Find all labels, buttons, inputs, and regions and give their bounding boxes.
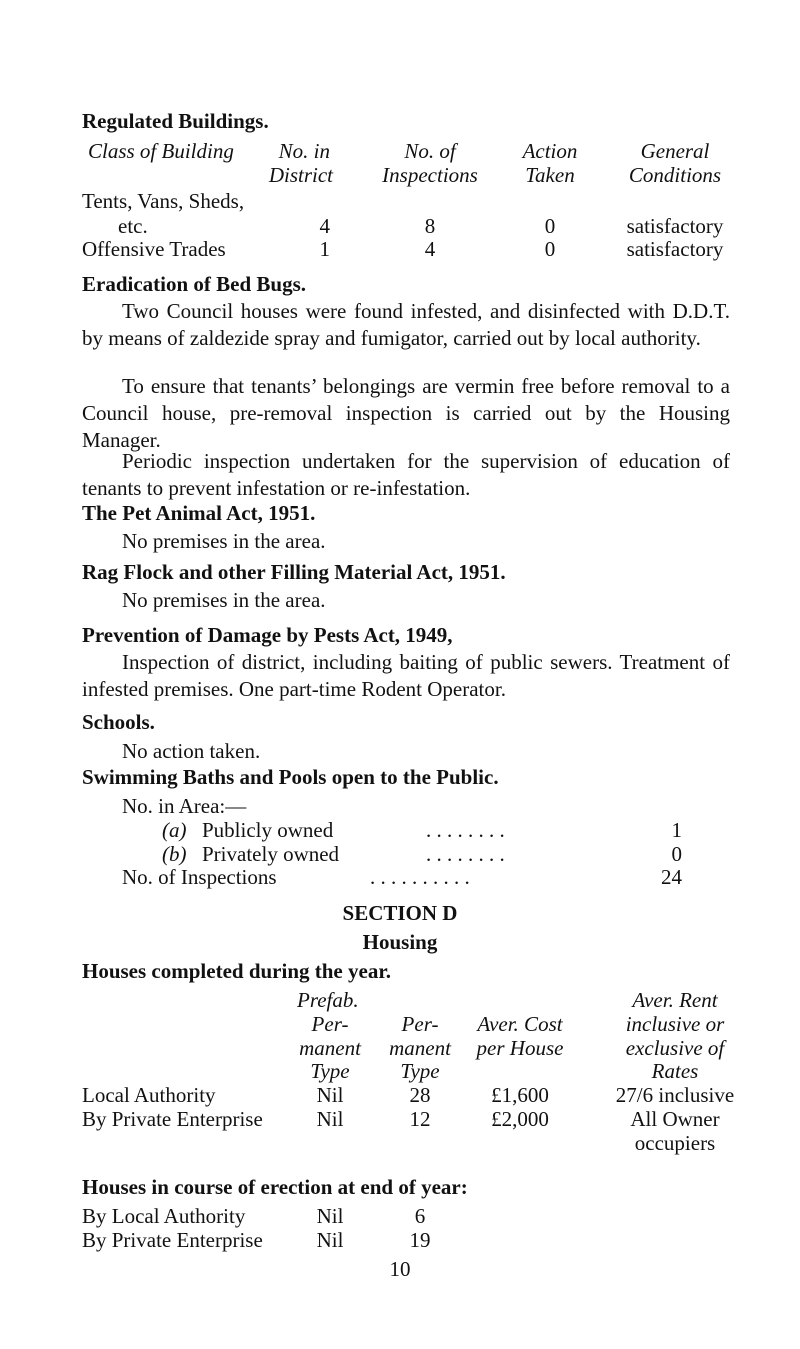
col-prefab-3: manent <box>299 1036 361 1060</box>
row-offensive-label: Offensive Trades <box>82 237 226 261</box>
erection-local-authority-permanent: 6 <box>414 1204 426 1228</box>
swimming-b-leader-dots: . . . . . . . . <box>426 842 505 866</box>
row-tents-action: 0 <box>544 214 556 238</box>
col-prefab-1: Prefab. <box>297 988 359 1012</box>
row-tents-inspections: 8 <box>424 214 436 238</box>
row-offensive-conditions: satisfactory <box>626 237 724 261</box>
swimming-baths-heading: Swimming Baths and Pools open to the Public. <box>82 765 499 789</box>
row-tents-district: 4 <box>319 214 330 238</box>
col-header-action-1: Action <box>522 139 578 163</box>
row-private-enterprise-permanent: 12 <box>409 1107 431 1131</box>
col-rent-2: inclusive or <box>625 1012 725 1036</box>
col-header-class: Class of Building <box>88 139 234 163</box>
col-header-inspections-1: No. of <box>404 139 456 163</box>
swimming-a-leader-dots: . . . . . . . . <box>426 818 505 842</box>
col-cost-2: per House <box>476 1036 564 1060</box>
erection-private-enterprise-label: By Private Enterprise <box>82 1228 263 1252</box>
row-private-enterprise-cost: £2,000 <box>491 1107 549 1131</box>
col-rent-1: Aver. Rent <box>632 988 718 1012</box>
col-header-conditions-1: General <box>640 139 710 163</box>
col-header-action-2: Taken <box>525 163 575 187</box>
row-private-enterprise-prefab: Nil <box>316 1107 344 1131</box>
pests-act-heading: Prevention of Damage by Pests Act, 1949, <box>82 623 453 647</box>
col-rent-4: Rates <box>651 1059 699 1083</box>
erection-private-enterprise-prefab: Nil <box>316 1228 344 1252</box>
row-tents-label-2: etc. <box>118 214 148 238</box>
houses-completed-heading: Houses completed during the year. <box>82 959 391 983</box>
swimming-area-label: No. in Area:— <box>122 794 247 818</box>
swimming-a-mark: (a) <box>162 818 187 842</box>
col-header-conditions-2: Conditions <box>628 163 722 187</box>
regulated-buildings-heading: Regulated Buildings. <box>82 109 269 133</box>
col-header-district-1: No. in <box>278 139 330 163</box>
section-d-title: SECTION D <box>342 901 458 925</box>
pests-act-text: Inspection of district, including baiting of public sewers. Treatment of infested premises. One part-time Rodent Operator. <box>82 650 730 701</box>
erection-local-authority-label: By Local Authority <box>82 1204 246 1228</box>
col-header-inspections-2: Inspections <box>382 163 478 187</box>
row-private-enterprise-label: By Private Enterprise <box>82 1107 263 1131</box>
erection-private-enterprise-permanent: 19 <box>409 1228 431 1252</box>
swimming-publicly-owned-label: Publicly owned <box>202 818 334 842</box>
col-prefab-2: Per- <box>311 1012 349 1036</box>
schools-text: No action taken. <box>122 739 261 763</box>
row-local-authority-permanent: 28 <box>409 1083 431 1107</box>
row-local-authority-cost: £1,600 <box>491 1083 549 1107</box>
page-number: 10 <box>389 1257 411 1281</box>
rag-flock-act-text: No premises in the area. <box>122 588 326 612</box>
row-tents-conditions: satisfactory <box>626 214 724 238</box>
col-header-district-2: District <box>268 163 333 187</box>
schools-heading: Schools. <box>82 710 155 734</box>
col-rent-3: exclusive of <box>625 1036 725 1060</box>
bed-bugs-paragraph-2: To ensure that tenants’ belongings are vermin free before removal to a Council house, pre-removal inspection is carried out by the Housing Manager. <box>82 374 730 452</box>
bed-bugs-paragraph-1: Two Council houses were found infested, and disinfected with D.D.T. by means of zaldezide spray and fumigator, carried out by local authority. <box>82 299 730 350</box>
swimming-privately-owned-value: 0 <box>671 842 682 866</box>
col-prefab-4: Type <box>310 1059 350 1083</box>
section-d-subtitle: Housing <box>362 930 438 954</box>
row-offensive-action: 0 <box>544 237 556 261</box>
pet-animal-act-text: No premises in the area. <box>122 529 326 553</box>
swimming-b-mark: (b) <box>162 842 187 866</box>
row-private-enterprise-rent-2: occupiers <box>634 1131 716 1155</box>
bed-bugs-paragraph-3: Periodic inspection undertaken for the supervision of education of tenants to prevent infestation or re-infestation. <box>82 449 730 500</box>
swimming-inspections-label: No. of Inspections <box>122 865 277 889</box>
row-local-authority-rent: 27/6 inclusive <box>615 1083 735 1107</box>
col-permanent-1: Per- <box>401 1012 439 1036</box>
swimming-inspections-value: 24 <box>661 865 682 889</box>
col-cost-1: Aver. Cost <box>477 1012 563 1036</box>
row-private-enterprise-rent-1: All Owner <box>630 1107 720 1131</box>
row-offensive-inspections: 4 <box>424 237 436 261</box>
houses-erection-heading: Houses in course of erection at end of year: <box>82 1175 468 1199</box>
col-permanent-3: Type <box>400 1059 440 1083</box>
swimming-inspections-leader-dots: . . . . . . . . . . <box>370 865 470 889</box>
swimming-publicly-owned-value: 1 <box>671 818 682 842</box>
row-tents-label-1: Tents, Vans, Sheds, <box>82 189 245 213</box>
row-offensive-district: 1 <box>319 237 330 261</box>
rag-flock-act-heading: Rag Flock and other Filling Material Act, 1951. <box>82 560 506 584</box>
bed-bugs-heading: Eradication of Bed Bugs. <box>82 272 307 296</box>
row-local-authority-label: Local Authority <box>82 1083 216 1107</box>
col-permanent-2: manent <box>389 1036 451 1060</box>
row-local-authority-prefab: Nil <box>316 1083 344 1107</box>
erection-local-authority-prefab: Nil <box>316 1204 344 1228</box>
swimming-privately-owned-label: Privately owned <box>202 842 340 866</box>
pet-animal-act-heading: The Pet Animal Act, 1951. <box>82 501 316 525</box>
